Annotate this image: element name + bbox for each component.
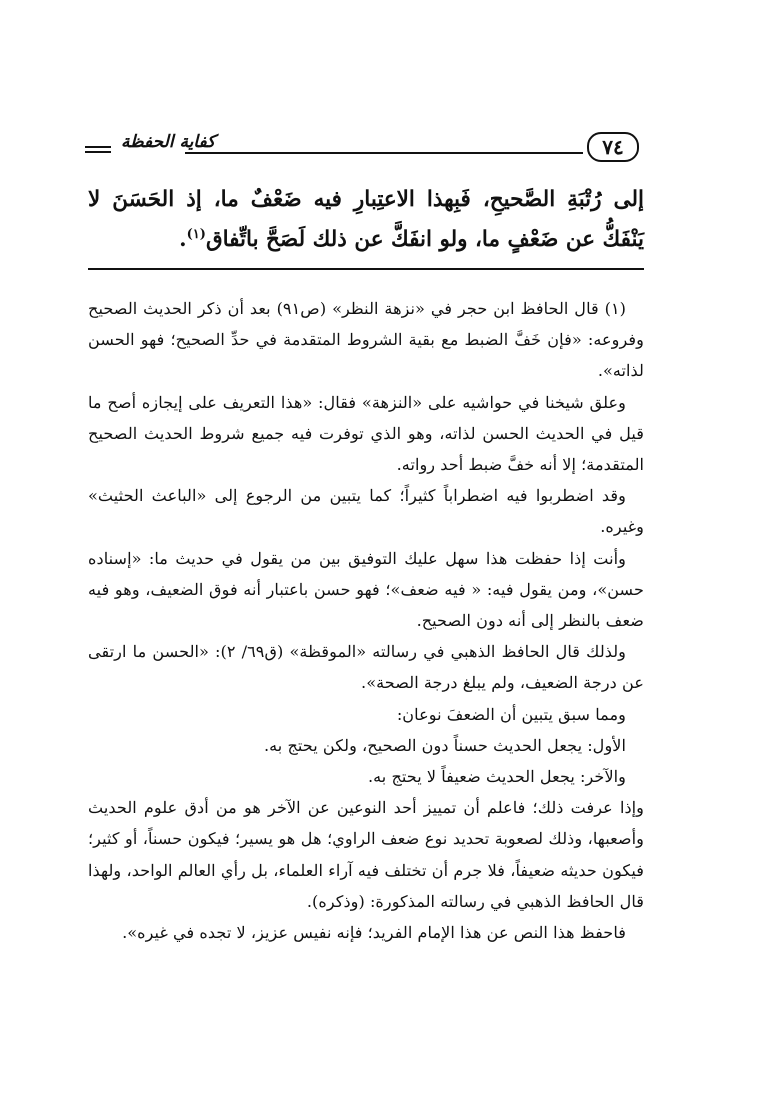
main-text bbox=[88, 180, 644, 260]
footnote-paragraph: وقد اضطربوا فيه اضطراباً كثيراً؛ كما يتبين من الرجوع إلى «الباعث الحثيث» وغيره. bbox=[88, 486, 644, 537]
footnote-divider bbox=[88, 268, 644, 270]
footnotes bbox=[88, 293, 644, 948]
book-title: كفاية الحفظة bbox=[115, 132, 221, 152]
running-header bbox=[85, 128, 643, 168]
footnote-reference: (١) bbox=[186, 226, 206, 242]
header-double-rule bbox=[85, 146, 111, 153]
footnote-paragraph: وأنت إذا حفظت هذا سهل عليك التوفيق بين من يقول في حديث ما: «إسناده حسن»، ومن يقول فيه: « فيه ضعف»؛ فهو حسن باعتبار أنه فوق الضعيف، وهو فيه ضعف بالنظر إلى أنه دون الصحيح. bbox=[88, 548, 644, 631]
footnote-paragraph: فاحفظ هذا النص عن هذا الإمام الفريد؛ فإنه نفيس عزيز، لا تجده في غيره». bbox=[122, 923, 626, 943]
main-paragraph-text: إلى رُتْبَةِ الصَّحيحِ، فَبِهذا الاعتِبارِ فيه ضَعْفٌ ما، إذ الحَسَنَ لا يَنْفَكُّ عن ضَعْفٍ ما، ولو انفَكَّ عن ذلك لَصَحَّ باتِّفاق bbox=[88, 187, 644, 252]
footnote-paragraph: وعلق شيخنا في حواشيه على «النزهة» فقال: «هذا التعريف على إيجازه أصح ما قيل في الحديث الحسن لذاته، وهو الذي توفرت فيه جميع شروط الحديث الصحيح المتقدمة؛ إلا أنه خفَّ ضبط أحد رواته. bbox=[88, 392, 644, 475]
footnote-paragraph: ولذلك قال الحافظ الذهبي في رسالته «الموقظة» (ق٦٩/ ٢): «الحسن ما ارتقى عن درجة الضعيف، ولم يبلغ درجة الصحة». bbox=[88, 642, 644, 693]
footnote-paragraph: (١) قال الحافظ ابن حجر في «نزهة النظر» (ص٩١) بعد أن ذكر الحديث الصحيح وفروعه: «فإن خَفَّ الضبط مع بقية الشروط المتقدمة في حدِّ الصحيح؛ فهو الحسن لذاته». bbox=[88, 299, 644, 381]
main-paragraph-end: . bbox=[179, 227, 187, 252]
footnote-paragraph: الأول: يجعل الحديث حسناً دون الصحيح، ولكن يحتج به. bbox=[263, 735, 626, 755]
page-number-badge: ٧٤ bbox=[587, 132, 639, 162]
main-paragraph bbox=[88, 180, 644, 260]
footnote-paragraph: ومما سبق يتبين أن الضعفَ نوعان: bbox=[396, 704, 626, 724]
footnote-paragraph: والآخر: يجعل الحديث ضعيفاً لا يحتج به. bbox=[367, 767, 626, 787]
footnote-paragraph: وإذا عرفت ذلك؛ فاعلم أن تمييز أحد النوعين عن الآخر هو من أدق علوم الحديث وأصعبها، وذلك لصعوبة تحديد نوع ضعف الراوي؛ هل هو يسير؛ فيكون حسناً، أو كثير؛ فيكون حديثه ضعيفاً، فلا جرم أن تختلف فيه آراء العلماء، بل رأي العالم الواحد، ولهذا قال الحافظ الذهبي في رسالته المذكورة: (وذكره). bbox=[88, 798, 644, 911]
header-rule bbox=[185, 152, 583, 154]
